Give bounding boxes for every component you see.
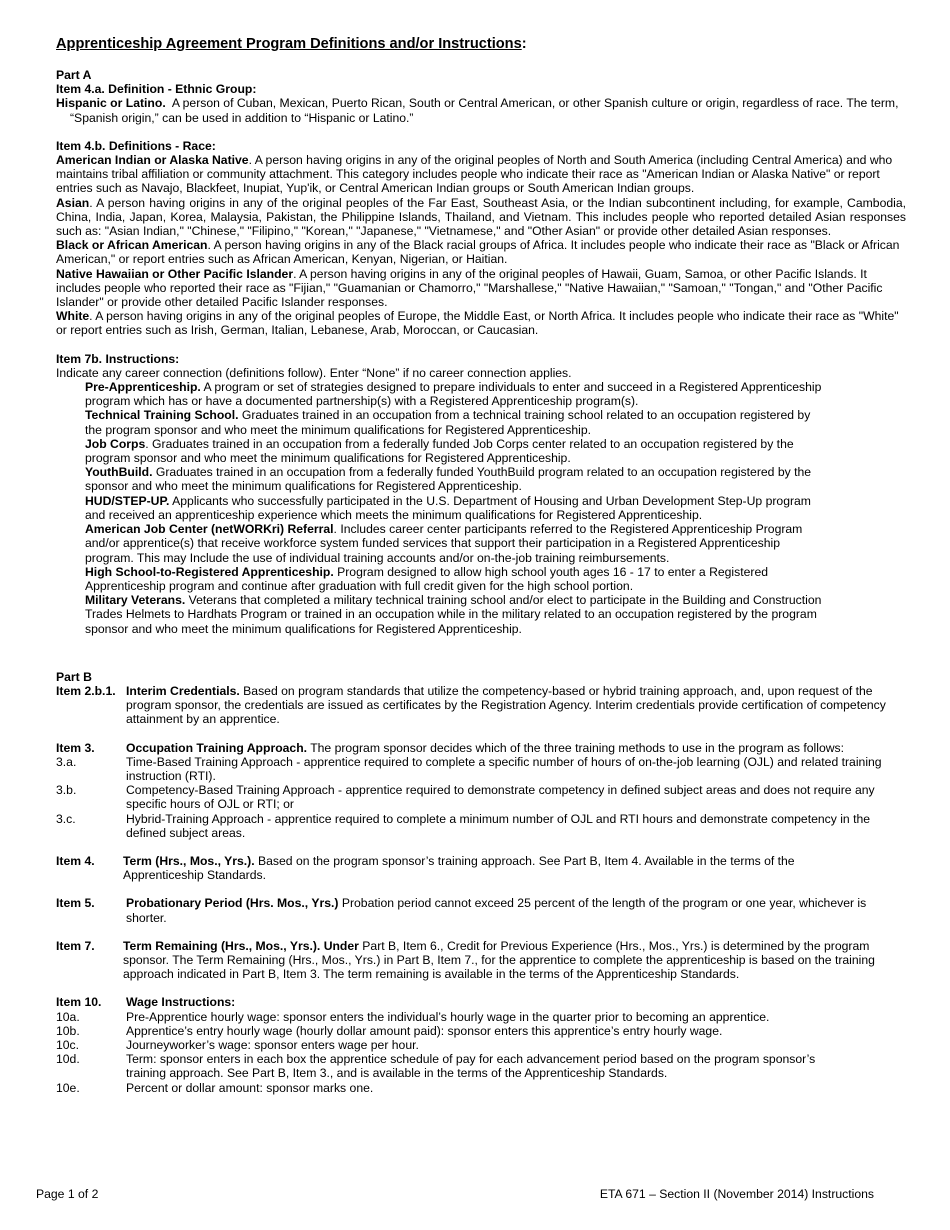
page-footer bbox=[36, 1187, 874, 1201]
ethnic-definition: Hispanic or Latino. A person of Cuban, Mexican, Puerto Rican, South or Central American, or other Spanish culture or origin, regardless of race. The term, “Spanish origin,” can be used in addition to “Hispanic or Latino.” bbox=[56, 96, 899, 125]
item-4a-heading: Item 4.a. Definition - Ethnic Group: bbox=[56, 82, 257, 97]
career-connection-definition: Pre-Apprenticeship. A program or set of strategies designed to prepare individuals to enter and succeed in a Registered Apprenticeship program which has or have a documented partnership(s) with a Registered Apprenticeship program(s). bbox=[85, 380, 822, 409]
page-title: Apprenticeship Agreement Program Definitions and/or Instructions: bbox=[56, 36, 527, 52]
item-10-sub: 10d. Term: sponsor enters in each box the apprentice schedule of pay for each advancement period based on the program sponsor’s training approach. See Part B, Item 3., and is available in the terms of the Apprenticeship Standards. bbox=[56, 1052, 816, 1081]
race-definition: Native Hawaiian or Other Pacific Islander. A person having origins in any of the original peoples of Hawaii, Guam, Samoa, or other Pacific Islands. It includes people who reported their race as "Fijian," "Guamanian or Chamorro," "Marshallese," "Native Hawaiian," "Samoan," "Tongan," and "Other Pacific Islander" or provide other detailed Pacific Islander responses. bbox=[56, 266, 883, 310]
career-connection-definition: Technical Training School. Graduates trained in an occupation from a technical training school related to an occupation registered by the program sponsor and who meet the minimum qualifications for Registered Apprenticeship. bbox=[85, 408, 811, 437]
item-10-sub: 10b. Apprentice’s entry hourly wage (hourly dollar amount paid): sponsor enters this apprentice’s entry hourly wage. bbox=[56, 1023, 723, 1038]
item-3-sub: 3.a. Time-Based Training Approach - apprentice required to complete a specific number of hours of on-the-job learning (OJL) and related training instruction (RTI). bbox=[56, 754, 882, 783]
item-7b-heading: Item 7b. Instructions: bbox=[56, 351, 180, 366]
career-connection-definition: YouthBuild. Graduates trained in an occupation from a federally funded YouthBuild program related to an occupation registered by the sponsor and who meet the minimum qualifications for Registered Apprenticeship. bbox=[85, 465, 812, 494]
item-2b1: Item 2.b.1. Interim Credentials. Based on program standards that utilize the competency-based or hybrid training approach, and, upon request of the program sponsor, the credentials are issued as certificates by the Registration Agency. Interim credentials provide certification of competency attainment by an apprentice. bbox=[56, 683, 886, 727]
career-connection-definition: HUD/STEP-UP. Applicants who successfully participated in the U.S. Department of Housing and Urban Development Step-Up program and received an apprenticeship experience which meets the minimum qualifications for Registered Apprenticeship. bbox=[85, 493, 811, 522]
item-10-sub: 10c. Journeyworker’s wage: sponsor enters wage per hour. bbox=[56, 1037, 419, 1052]
item-5: Item 5. Probationary Period (Hrs. Mos., Yrs.) Probation period cannot exceed 25 percent of the length of the program or one year, whichever is shorter. bbox=[56, 896, 867, 925]
item-10-sub: 10a. Pre-Apprentice hourly wage: sponsor enters the individual’s hourly wage in the quarter prior to becoming an apprentice. bbox=[56, 1009, 770, 1024]
race-definition: Black or African American. A person having origins in any of the Black racial groups of Africa. It includes people who indicate their race as "Black or African American," or report entries such as African American, Kenyan, Nigerian, or Haitian. bbox=[56, 238, 900, 267]
form-id: ETA 671 – Section II (November 2014) Instructions bbox=[599, 1187, 874, 1201]
race-definition: Asian. A person having origins in any of the original peoples of the Far East, Southeast Asia, or the Indian subcontinent including, for example, Cambodia, China, India, Japan, Korea, Malaysia, Pakistan, the Philippine Islands, Thailand, and Vietnam. This includes people who reported detailed Asian responses such as: "Asian Indian," "Chinese," "Filipino," "Korean," "Japanese," "Vietnamese," and "Other Asian" or provide other detailed Asian responses. bbox=[56, 195, 906, 239]
item-4: Item 4. Term (Hrs., Mos., Yrs.). Based on the program sponsor’s training approach. See Part B, Item 4. Available in the terms of the Apprenticeship Standards. bbox=[56, 853, 795, 883]
item-3: Item 3. Occupation Training Approach. The program sponsor decides which of the three training methods to use in the program as follows: bbox=[56, 740, 845, 755]
item-7b-intro: Indicate any career connection (definitions follow). Enter “None” if no career connection applies. bbox=[56, 365, 572, 380]
race-definition: American Indian or Alaska Native. A person having origins in any of the original peoples of North and South America (including Central America) and who maintains tribal affiliation or community attachment. This category includes people who indicate their race as "American Indian or Alaska Native" or report entries such as Navajo, Blackfeet, Inupiat, Yup'ik, or Central American Indian groups or South American Indian groups. bbox=[56, 153, 893, 196]
career-connection-definition: Military Veterans. Veterans that completed a military technical training school and/or elect to participate in the Building and Construction Trades Helmets to Hardhats Program or trained in an occupation while in the military related to an occupation registered by the program sponsor and who meet the minimum qualifications for Registered Apprenticeship. bbox=[85, 593, 822, 636]
item-4b-heading: Item 4.b. Definitions - Race: bbox=[56, 138, 216, 153]
item-10: Item 10. Wage Instructions: bbox=[56, 995, 236, 1010]
item-3-sub: 3.b. Competency-Based Training Approach - apprentice required to demonstrate competency in defined subject areas and does not require any specific hours of OJL or RTI; or bbox=[56, 783, 875, 812]
race-definition: White. A person having origins in any of the original peoples of Europe, the Middle East, or North Africa. It includes people who indicate their race as "White" or report entries such as Irish, German, Italian, Lebanese, Arab, Moroccan, or Caucasian. bbox=[56, 309, 899, 338]
item-7: Item 7. Term Remaining (Hrs., Mos., Yrs.). Under Part B, Item 6., Credit for Previous Experience (Hrs., Mos., Yrs.) is determined by the program sponsor. The Term Remaining (Hrs., Mos., Yrs.) in Part B, Item 7., for the apprentice to complete the apprenticeship is based on the training approach indicated in Part B, Item 3. The term remaining is available in the terms of the Apprenticeship Standards. bbox=[56, 938, 875, 982]
item-3-sub: 3.c. Hybrid-Training Approach - apprentice required to complete a minimum number of OJL and RTI hours and demonstrate competency in the defined subject areas. bbox=[56, 811, 871, 840]
document-page bbox=[56, 34, 906, 1095]
career-connection-list bbox=[56, 380, 825, 636]
career-connection-definition: High School-to-Registered Apprenticeship. Program designed to allow high school youth ages 16 - 17 to enter a Registered Apprenticeship program and continue after graduation with full credit given for the high school portion. bbox=[85, 564, 769, 593]
part-a-label: Part A bbox=[56, 68, 92, 82]
career-connection-definition: Job Corps. Graduates trained in an occupation from a federally funded Job Corps center related to an occupation registered by the program sponsor and who meet the minimum qualifications for Registered Apprenticeship. bbox=[85, 436, 794, 466]
item-10-sub: 10e. Percent or dollar amount: sponsor marks one. bbox=[56, 1080, 374, 1095]
part-b-label: Part B bbox=[56, 669, 92, 684]
career-connection-definition: American Job Center (netWORKri) Referral. Includes career center participants referred to the Registered Apprenticeship Program and/or apprentice(s) that receive workforce system funded services that support their participation in a Registered Apprenticeship program. This may Include the use of individual training accounts and/or on-the-job training reimbursements. bbox=[85, 522, 803, 565]
page-number: Page 1 of 2 bbox=[36, 1187, 99, 1201]
